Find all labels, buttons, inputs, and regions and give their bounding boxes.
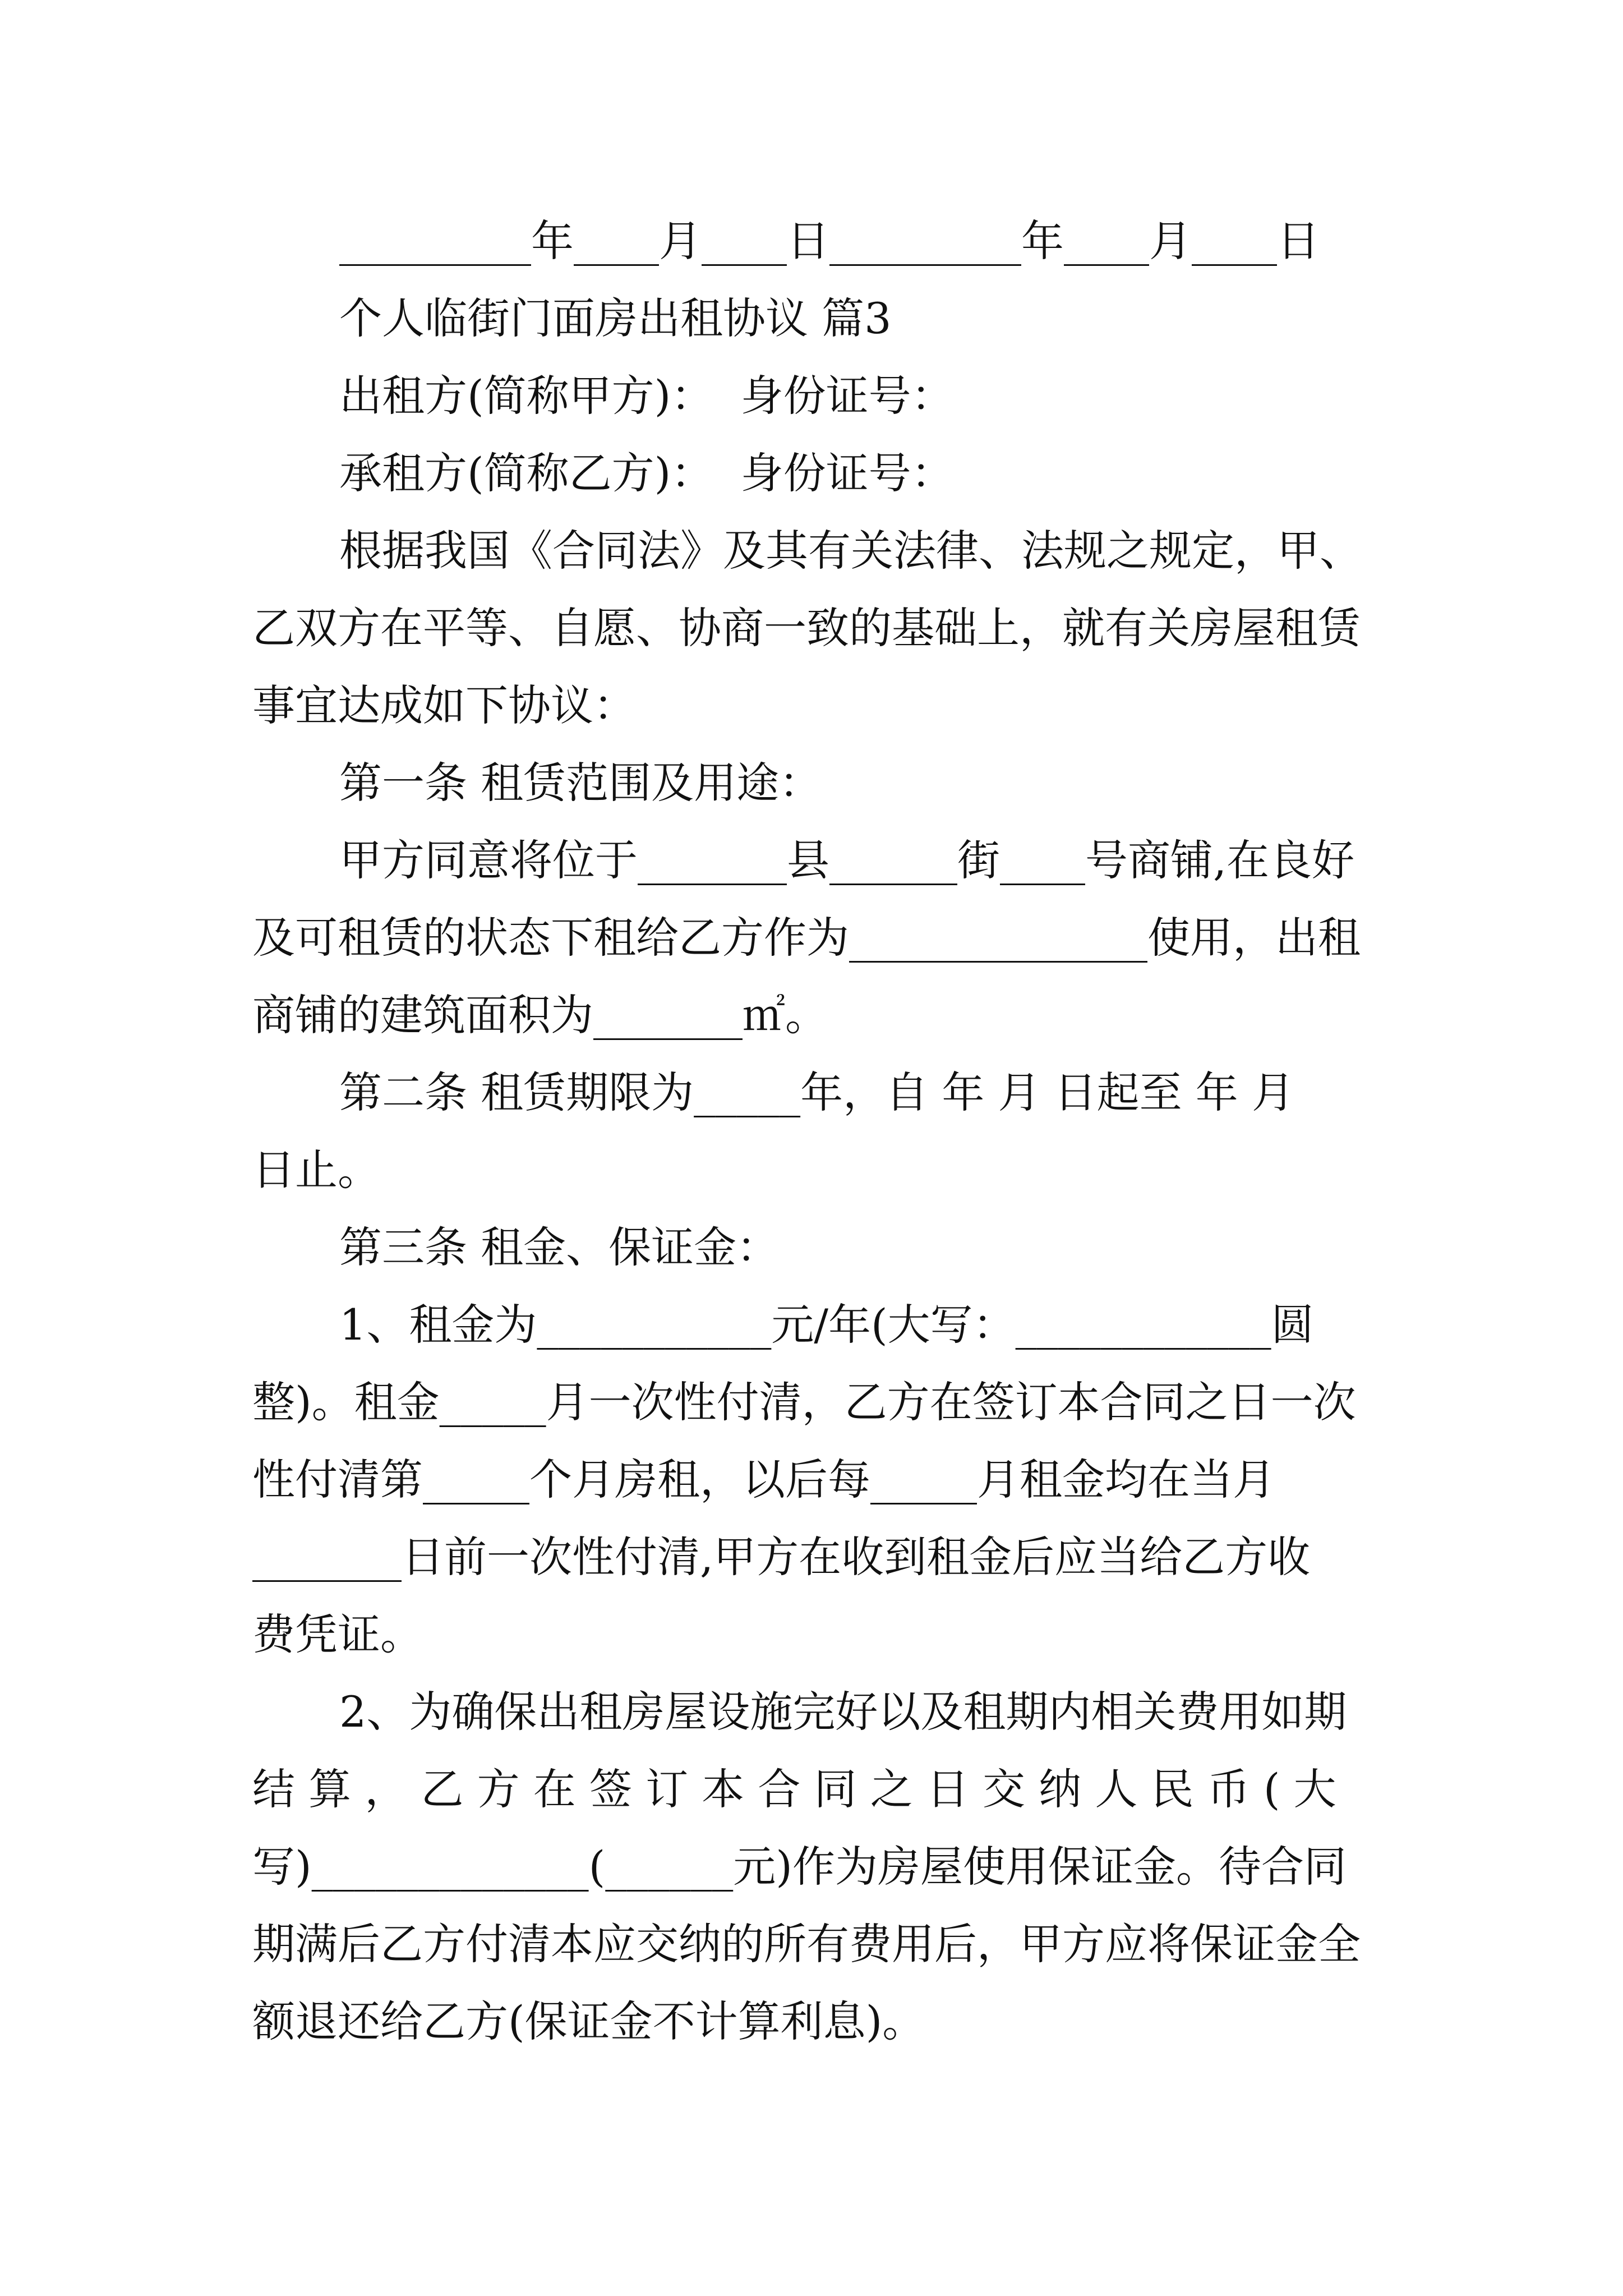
article-3-item-2-line-1: 2、为确保出租房屋设施完好以及租期内相关费用如期 [339,1687,1347,1737]
document-title: 个人临街门面房出租协议 篇3 [339,293,892,343]
article-3-item-2-line-3: 写)_____________(______元)作为房屋使用保证金。待合同 [252,1842,1347,1892]
article-3-item-1-line-2: 整)。租金_____月一次性付清，乙方在签订本合同之日一次 [252,1377,1356,1427]
article-1-line-3: 商铺的建筑面积为_______㎡。 [252,990,828,1040]
article-2-line-1: 第二条 租赁期限为_____年，自 年 月 日起至 年 月 [339,1068,1294,1117]
party-a-line: 出租方(简称甲方)： 身份证号： [339,371,954,421]
intro-line-1: 根据我国《合同法》及其有关法律、法规之规定，甲、 [339,526,1362,576]
article-3-item-1-line-4: _______日前一次性付清,甲方在收到租金后应当给乙方收 [252,1532,1311,1582]
article-3-item-1-line-5: 费凭证。 [252,1609,423,1659]
article-3-item-2-line-4: 期满后乙方付清本应交纳的所有费用后，甲方应将保证金全 [252,1919,1361,1969]
article-1-title: 第一条 租赁范围及用途： [339,758,822,808]
date-blanks-line: _________年____月____日_________年____月____日 [339,216,1320,266]
article-1-line-1: 甲方同意将位于_______县______街____号商铺,在良好 [339,835,1355,885]
article-2-line-2: 日止。 [252,1145,380,1195]
article-3-item-1-line-1: 1、租金为___________元/年(大写：____________圆 [339,1300,1314,1350]
party-b-line: 承租方(简称乙方)： 身份证号： [339,448,954,498]
intro-line-3: 事宜达成如下协议： [252,680,636,730]
article-3-item-2-line-2: 结 算 ， 乙 方 在 签 订 本 合 同 之 日 交 纳 人 民 币 ( 大 [252,1764,1336,1814]
article-3-item-1-line-3: 性付清第_____个月房租，以后每_____月租金均在当月 [252,1455,1275,1504]
article-3-title: 第三条 租金、保证金： [339,1222,780,1272]
article-3-item-2-line-5: 额退还给乙方(保证金不计算利息)。 [252,1996,925,2046]
article-1-line-2: 及可租赁的状态下租给乙方作为______________使用，出租 [252,913,1361,963]
intro-line-2: 乙双方在平等、自愿、协商一致的基础上，就有关房屋租赁 [252,603,1361,653]
